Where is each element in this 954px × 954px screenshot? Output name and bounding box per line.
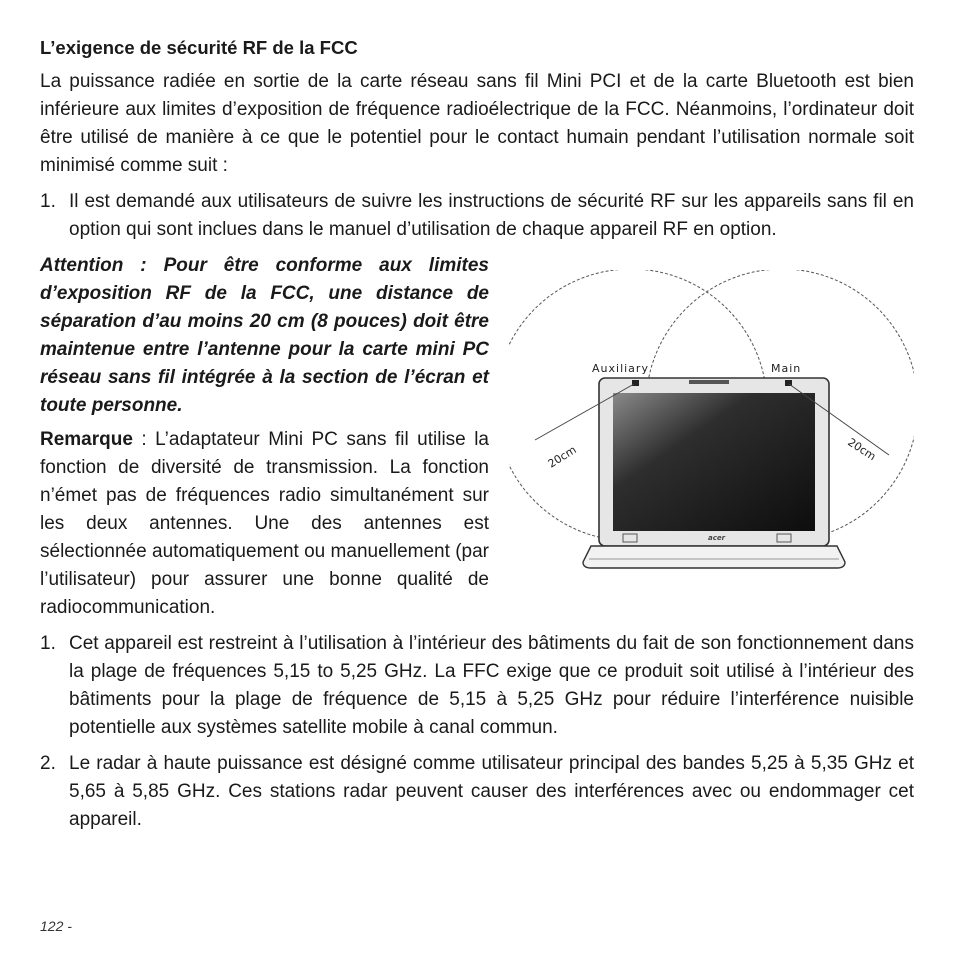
intro-paragraph: La puissance radiée en sortie de la carte réseau sans fil Mini PCI et de la carte Bluetooth est bien inférieure aux limites d’exposition de fréquence radioélectrique de la FCC. Néanmoins, l’ordinateur doit être utilisé de manière à ce que le potentiel pour le contact humain pendant l’utilisation normale soit minimisé comme suit : — [40, 71, 914, 176]
brand-logo: acer — [708, 534, 726, 542]
laptop-base — [583, 546, 845, 568]
list-item-text: Il est demandé aux utilisateurs de suivre les instructions de sécurité RF sur les appareils sans fil en option qui sont inclues dans le manuel d’utilisation de chaque appareil RF en option. — [69, 191, 914, 240]
list-item — [40, 630, 914, 742]
main-label: Main — [771, 362, 802, 375]
list-item-text: Cet appareil est restreint à l’utilisation à l’intérieur des bâtiments du fait de son fonctionnement dans la plage de fréquences 5,15 to 5,25 GHz. La FFC exige que ce produit soit utilisé à l’intérieur des bâtiments pour la plage de fréquence de 5,15 à 5,25 GHz pour réduire l’interférence nuisible potentielle aux systèmes satellite mobile à canal commun. — [69, 633, 914, 738]
webcam-bar — [689, 380, 729, 384]
remark-label: Remarque — [40, 429, 133, 450]
remark-text: : L’adaptateur Mini PC sans fil utilise la fonction de diversité de transmission. La fonction n’émet pas de fréquences radio simultanément sur les deux antennes. Une des antennes est sélectionnée automatiquement ou manuellement (par l’utilisateur) pour assurer une bonne qualité de radiocommunication. — [40, 429, 489, 618]
list-item — [40, 188, 914, 244]
section-heading: L’exigence de sécurité RF de la FCC — [40, 37, 358, 58]
main-distance-label: 20cm — [845, 435, 879, 464]
instruction-list-1 — [40, 188, 914, 244]
list-number: 2. — [40, 753, 56, 774]
list-item — [40, 750, 914, 834]
auxiliary-distance-label: 20cm — [545, 443, 579, 471]
list-number: 1. — [40, 633, 56, 654]
attention-note: Attention : Pour être conforme aux limites d’exposition RF de la FCC, une distance de séparation d’au moins 20 cm (8 pouces) doit être maintenue entre l’antenne pour la carte mini PC réseau sans fil intégrée à la section de l’écran et toute personne. — [40, 255, 489, 416]
auxiliary-label: Auxiliary — [592, 362, 649, 375]
list-item-text: Le radar à haute puissance est désigné comme utilisateur principal des bandes 5,25 à 5,35 GHz et 5,65 à 5,85 GHz. Ces stations radar peuvent causer des interférences avec ou endommager cet appareil. — [69, 753, 914, 830]
document-page — [40, 34, 914, 842]
list-number: 1. — [40, 191, 56, 212]
laptop-screen — [613, 393, 815, 531]
page-number: 122 - — [40, 918, 72, 934]
instruction-list-2 — [40, 630, 914, 834]
antenna-diagram — [509, 270, 914, 580]
